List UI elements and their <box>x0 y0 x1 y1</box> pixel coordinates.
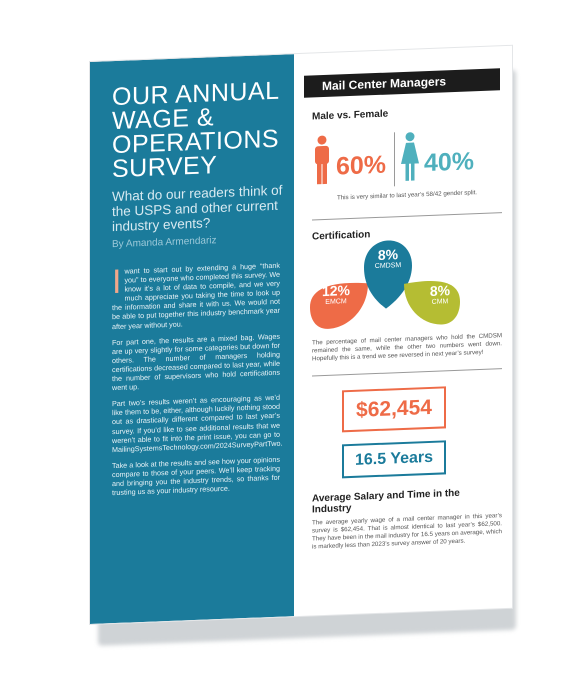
subhead: What do our readers think of the USPS and other current industry events? <box>112 182 283 235</box>
certification-note: The percentage of mail center managers who hold the CMDSM remained the same, while the other two numbers went down. Hopefully this is a trend we see reversed in next year’s survey! <box>312 332 502 363</box>
right-column <box>294 46 512 616</box>
section-banner: Mail Center Managers <box>304 68 500 98</box>
cert-cmdsm-pct: 8% <box>377 246 399 263</box>
certification-title: Certification <box>312 229 371 243</box>
cert-emcm <box>314 282 358 307</box>
cert-cmm-pct: 8% <box>429 282 451 299</box>
drop-cap: I <box>112 262 122 302</box>
left-column <box>90 54 294 624</box>
paragraph-2: For part one, the results are a mixed bag. Wages are up very slightly for some categories but down for others. The number of managers holding certifications decreased compared to last year, while the number of supervisors who hold certifications went up. <box>112 331 280 393</box>
gender-divider <box>394 132 395 186</box>
cert-cmm <box>418 282 462 307</box>
cert-emcm-label: EMCM <box>325 298 347 306</box>
cert-cmdsm-label: CMDSM <box>374 262 402 271</box>
avg-note: The average yearly wage of a mail center manager in this year’s survey is $62,454. That is almost identical to last year’s $62,500. They have been in the mail industry for 16.5 years on average, which is markedly less than 2023’s survey answer of 20 years. <box>312 512 502 551</box>
paragraph-3: Part two’s results weren’t as encouraging as we’d like them to be, either, although luckily nothing stood out as drastically different compared to last year’s survey. If you’d like to see additional results that we weren’t able to fit into the print issue, you can go to MailingSystemsTechnology.com/2024SurveyPartTwo. <box>112 392 283 454</box>
female-person-icon <box>400 131 420 182</box>
paragraph-1-text: want to start out by extending a huge “thank you” to everyone who completed this survey. We know it’s a lot of data to compile, and we very much appreciate you taking the time to look up the information and share it with us. We would not be able to put together this industry benchmark year after year without you. <box>112 260 280 331</box>
years-box: 16.5 Years <box>342 440 446 478</box>
gender-title: Male vs. Female <box>312 108 389 123</box>
byline: By Amanda Armendariz <box>112 235 217 251</box>
paragraph-4: Take a look at the results and see how your opinions compare to those of your peers. We’ll keep tracking and bringing you the industry trends, so thanks for trusting us as your industry resource. <box>112 454 280 498</box>
paragraph-1 <box>112 261 280 331</box>
section-rule <box>312 212 502 220</box>
headline: OUR ANNUAL WAGE & OPERATIONS SURVEY <box>112 76 280 184</box>
cert-emcm-pct: 12% <box>321 282 351 300</box>
article-body <box>112 260 283 505</box>
cert-cmdsm <box>364 246 412 271</box>
male-person-icon <box>312 135 332 186</box>
salary-box: $62,454 <box>342 386 446 432</box>
section-rule-2 <box>312 368 502 376</box>
cert-cmm-label: CMM <box>431 298 449 306</box>
gender-note: This is very similar to last year’s 58/42 gender split. <box>336 189 478 202</box>
magazine-page <box>90 46 512 624</box>
male-percentage: 60% <box>336 150 387 181</box>
female-percentage: 40% <box>424 147 475 178</box>
avg-title: Average Salary and Time in the Industry <box>312 487 460 516</box>
